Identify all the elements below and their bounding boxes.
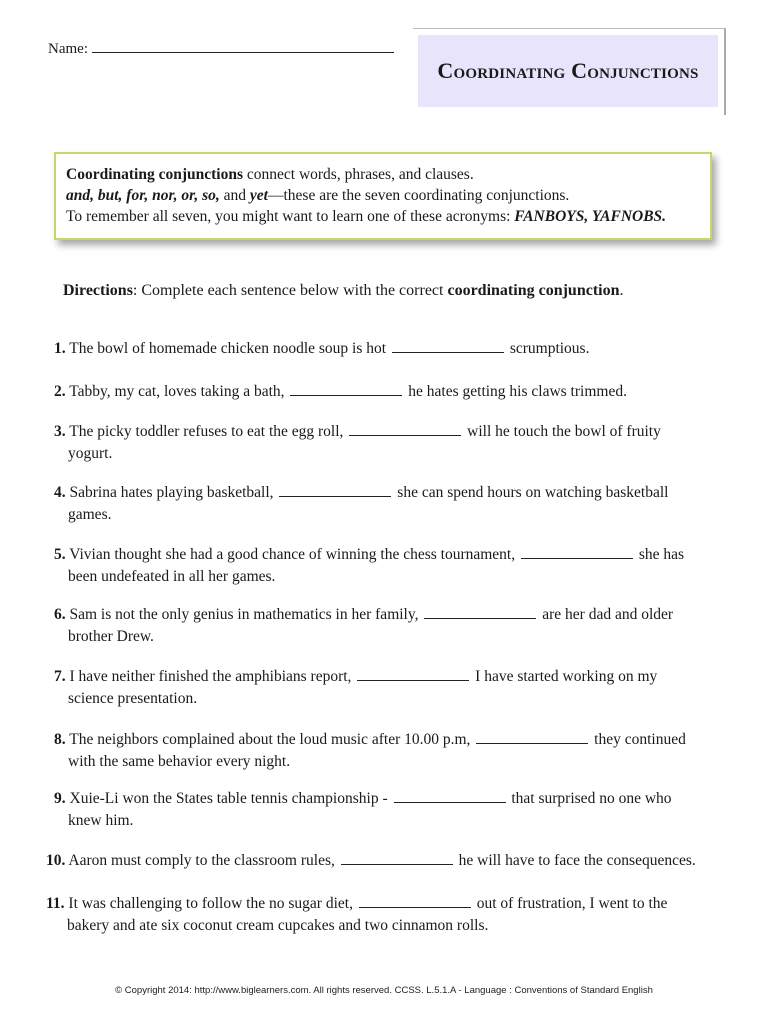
question-continuation: yogurt. [68,445,113,462]
answer-blank[interactable] [341,852,453,865]
question-9 [54,788,672,832]
answer-blank[interactable] [359,895,471,908]
info-line-1-text: connect words, phrases, and clauses. [243,166,474,183]
question-2 [54,381,627,403]
answer-blank[interactable] [424,606,536,619]
name-blank-line[interactable] [92,38,394,53]
answer-blank[interactable] [392,340,504,353]
question-4 [54,482,668,526]
answer-blank[interactable] [349,423,461,436]
info-line-3-text: To remember all seven, you might want to learn one of these acronyms: [66,208,515,225]
question-text-after: I have started working on my [475,668,658,685]
info-term: Coordinating conjunctions [66,166,243,183]
answer-blank[interactable] [357,668,469,681]
question-text-before: Aaron must comply to the classroom rules, [68,852,335,869]
question-5 [54,544,684,588]
answer-blank[interactable] [290,383,402,396]
name-label: Name: [48,41,88,57]
question-text-after: are her dad and older [542,606,674,623]
answer-blank[interactable] [476,731,588,744]
question-text-before: The bowl of homemade chicken noodle soup is hot [69,340,387,357]
question-text-before: It was challenging to follow the no sugar diet, [68,895,353,912]
question-text-before: Sam is not the only genius in mathematics in her family, [69,606,419,623]
question-text-before: Xuie-Li won the States table tennis championship - [69,790,388,807]
question-text-before: The picky toddler refuses to eat the egg roll, [69,423,344,440]
question-text-after: will he touch the bowl of fruity [467,423,661,440]
question-continuation: bakery and ate six coconut cream cupcakes and two cinnamon rolls. [67,917,489,934]
directions-label: Directions [63,282,133,299]
info-line-1 [66,164,710,185]
question-number: 1. [54,340,66,357]
question-number: 5. [54,546,66,563]
info-line-2-text: —these are the seven coordinating conjunctions. [268,187,570,204]
question-number: 3. [54,423,66,440]
question-number: 8. [54,731,66,748]
question-number: 4. [54,484,66,501]
question-text-after: she can spend hours on watching basketball [397,484,669,501]
question-1 [54,338,589,360]
question-text-before: Sabrina hates playing basketball, [69,484,274,501]
and-word: and [219,187,250,204]
question-text-after: he hates getting his claws trimmed. [408,383,627,400]
question-8 [54,729,686,773]
directions-period: . [619,282,624,299]
question-number: 11. [46,895,65,912]
answer-blank[interactable] [394,790,506,803]
question-continuation: games. [68,506,112,523]
question-text-after: they continued [594,731,686,748]
question-text-after: out of frustration, I went to the [476,895,668,912]
question-3 [54,421,661,465]
directions-text: : Complete each sentence below with the correct [132,282,448,299]
answer-blank[interactable] [521,546,633,559]
page-title: Coordinating Conjunctions [437,58,699,83]
conjunction-list: and, but, for, nor, or, so, [66,187,220,204]
question-number: 9. [54,790,66,807]
question-continuation: brother Drew. [68,628,154,645]
question-number: 10. [46,852,66,869]
name-field [48,38,394,58]
question-text-after: scrumptious. [509,340,590,357]
question-number: 7. [54,668,66,685]
directions [63,282,623,300]
directions-keyword: coordinating conjunction [447,282,620,299]
info-line-3 [66,206,710,227]
question-text-after: he will have to face the consequences. [458,852,696,869]
yet-word: yet [249,187,268,204]
question-text-before: I have neither finished the amphibians report, [69,668,352,685]
question-continuation: been undefeated in all her games. [68,568,276,585]
question-text-before: Vivian thought she had a good chance of winning the chess tournament, [69,546,516,563]
question-text-after: she has [638,546,685,563]
footer-copyright: © Copyright 2014: http://www.biglearners.com. All rights reserved. CCSS. L.5.1.A - Language : Conventions of Standard English [115,985,653,996]
question-continuation: with the same behavior every night. [68,753,291,770]
title-box [418,35,718,107]
info-line-2 [66,185,710,206]
question-7 [54,666,657,710]
info-box [54,152,712,240]
question-continuation: science presentation. [68,690,198,707]
question-text-before: The neighbors complained about the loud music after 10.00 p.m, [69,731,471,748]
question-text-before: Tabby, my cat, loves taking a bath, [69,383,285,400]
question-number: 6. [54,606,66,623]
answer-blank[interactable] [279,484,391,497]
question-text-after: that surprised no one who [511,790,672,807]
question-number: 2. [54,383,66,400]
title-frame [413,28,726,115]
question-10 [46,850,696,872]
acronyms: FANBOYS, YAFNOBS. [514,208,667,225]
question-continuation: knew him. [68,812,134,829]
question-11 [46,893,667,937]
question-6 [54,604,673,648]
